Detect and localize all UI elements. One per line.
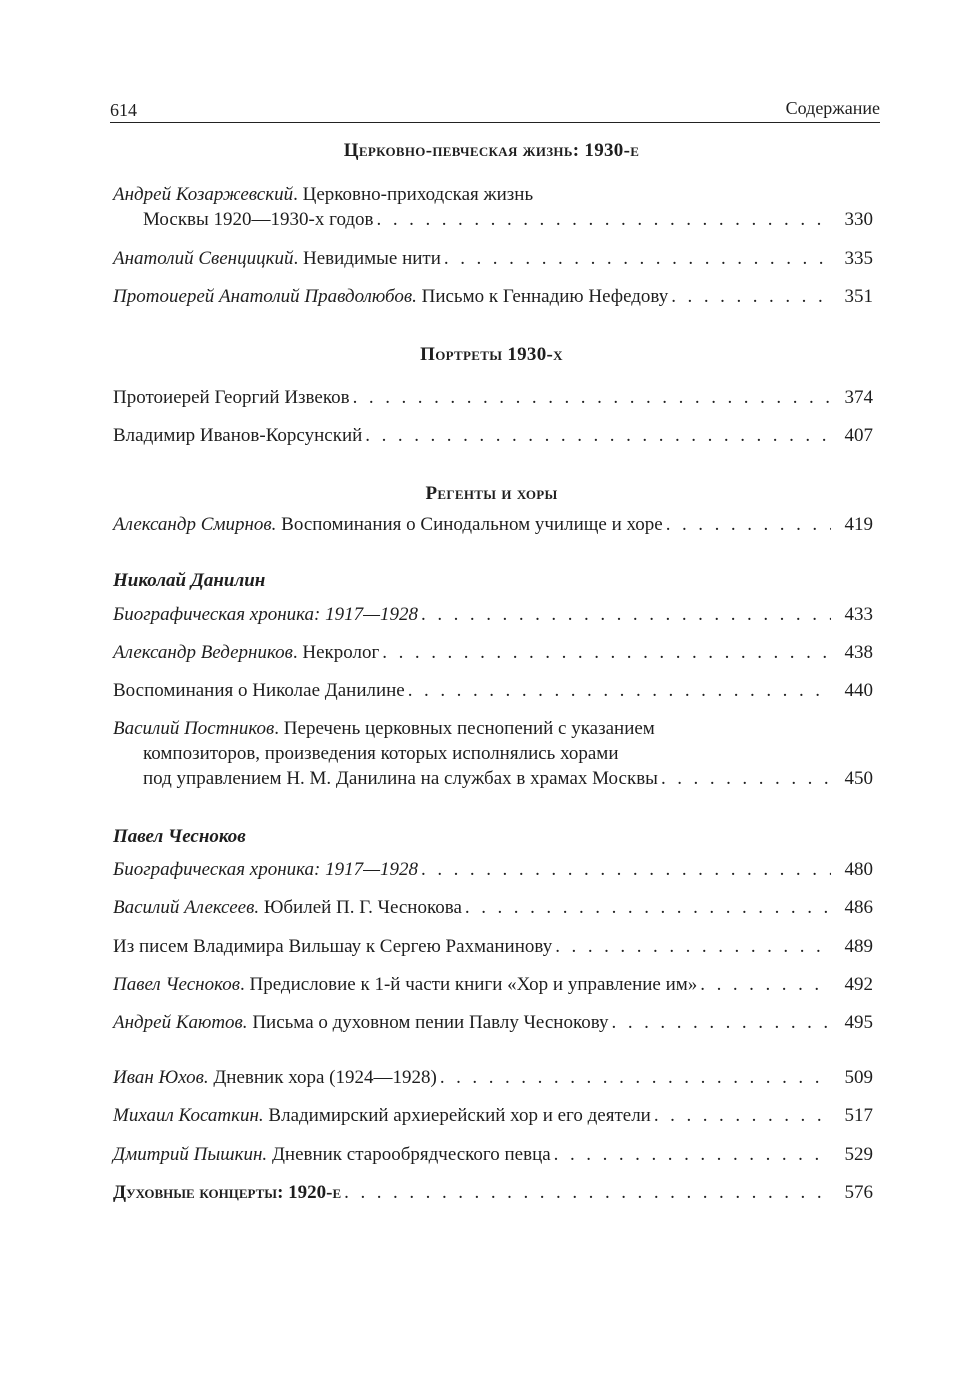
entry-title: Дневник хора (1924—1928) — [213, 1067, 437, 1088]
toc-entry[interactable]: Александр Ведерников. Некролог . . . 438 — [113, 640, 873, 665]
toc-entry[interactable] — [113, 602, 873, 627]
entry-author: Павел Чесноков — [113, 974, 241, 995]
toc-entry[interactable]: Анатолий Свенцицкий. Невидимые нити . . . 335 — [113, 246, 873, 271]
dot-leader — [408, 678, 831, 703]
entry-title: Письма о духовном пении Павлу Чеснокову — [252, 1012, 609, 1033]
entry-page: 419 — [844, 514, 873, 535]
dot-leader — [555, 934, 831, 959]
entry-title-part: композиторов, произведения которых исполнялись хорами — [143, 743, 619, 764]
entry-page: 486 — [844, 897, 873, 918]
dot-leader — [440, 1065, 831, 1090]
entry-page: 480 — [844, 859, 873, 880]
toc-entry[interactable] — [113, 678, 873, 703]
entry-page: 492 — [844, 974, 873, 995]
toc-entry[interactable] — [113, 423, 873, 448]
toc-entry[interactable] — [113, 284, 873, 309]
entry-title: Биографическая хроника: 1917—1928 — [113, 604, 419, 625]
dot-leader — [671, 284, 831, 309]
entry-page: 509 — [844, 1067, 873, 1088]
dot-leader — [666, 512, 831, 537]
section-heading: Церковно-певческая жизнь: 1930-е — [343, 140, 640, 161]
entry-page: 450 — [844, 768, 873, 789]
entry-title: Протоиерей Георгий Извеков — [113, 387, 350, 408]
dot-leader — [421, 857, 831, 882]
entry-author: Александр Смирнов. — [113, 514, 277, 535]
entry-title: Некролог — [302, 642, 380, 663]
entry-title: Предисловие к 1-й части книги «Хор и управление им» — [249, 974, 698, 995]
entry-page: 407 — [844, 425, 873, 446]
entry-title: Воспоминания о Синодальном училище и хоре — [281, 514, 663, 535]
entry-title: Из писем Владимира Вильшау к Сергею Рахманинову — [113, 936, 553, 957]
toc-entry[interactable] — [113, 1142, 873, 1167]
entry-title-part: Церковно-приходская жизнь — [302, 184, 534, 205]
dot-leader — [353, 385, 831, 410]
entry-title: Москвы 1920—1930-х годов — [143, 209, 374, 230]
dot-leader — [365, 423, 831, 448]
entry-page: 440 — [844, 680, 873, 701]
entry-title: Владимирский архиерейский хор и его деятели — [268, 1105, 651, 1126]
person-heading: Павел Чесноков — [113, 826, 246, 847]
entry-title: Биографическая хроника: 1917—1928 — [113, 859, 419, 880]
dot-leader — [344, 1180, 831, 1205]
dot-leader — [421, 602, 831, 627]
dot-leader — [700, 972, 831, 997]
toc-entry[interactable]: Андрей Козаржевский. Церковно-приходская жизнь Москвы 1920—1930-х годов . . . 330 — [113, 182, 873, 232]
dot-leader — [654, 1103, 831, 1128]
toc-entry[interactable] — [113, 895, 873, 920]
toc-entry[interactable] — [113, 1010, 873, 1035]
entry-author: Михаил Косаткин. — [113, 1105, 264, 1126]
entry-page: 517 — [844, 1105, 873, 1126]
entry-author: Василий Постников — [113, 718, 275, 739]
entry-page: 576 — [844, 1182, 873, 1203]
entry-page: 351 — [844, 286, 873, 307]
entry-author: Протоиерей Анатолий Правдолюбов. — [113, 286, 417, 307]
entry-title: Письмо к Геннадию Нефедову — [421, 286, 669, 307]
dot-leader — [377, 207, 831, 232]
entry-author: Василий Алексеев. — [113, 897, 260, 918]
toc-entry[interactable]: Василий Постников. Перечень церковных песнопений с указанием композиторов, произведения которых исполнялись хорами под управлением Н. М. Данилина на службах в храмах Москвы . . . 450 — [113, 716, 873, 791]
toc-entry[interactable]: Павел Чесноков. Предисловие к 1-й части книги «Хор и управление им» . . . 492 — [113, 972, 873, 997]
entry-author: Андрей Козаржевский — [113, 184, 294, 205]
entry-author: Иван Юхов. — [113, 1067, 209, 1088]
page-number: 614 — [110, 100, 137, 120]
dot-leader — [612, 1010, 831, 1035]
dot-leader — [465, 895, 831, 920]
person-heading: Николай Данилин — [113, 570, 266, 591]
toc-entry[interactable] — [113, 385, 873, 410]
entry-title: Владимир Иванов-Корсунский — [113, 425, 363, 446]
entry-page: 529 — [844, 1144, 873, 1165]
entry-title: Духовные концерты: 1920-е — [113, 1182, 342, 1203]
toc-entry[interactable] — [113, 1103, 873, 1128]
dot-leader — [382, 640, 831, 665]
entry-page: 374 — [844, 387, 873, 408]
dot-leader — [661, 766, 831, 791]
entry-author: Анатолий Свенцицкий — [113, 248, 294, 269]
toc-entry[interactable] — [113, 512, 873, 537]
entry-title: Воспоминания о Николае Данилине — [113, 680, 405, 701]
dot-leader — [554, 1142, 831, 1167]
toc-entry[interactable] — [113, 934, 873, 959]
section-heading: Портреты 1930-х — [420, 344, 563, 365]
entry-page: 438 — [844, 642, 873, 663]
entry-title: Дневник старообрядческого певца — [271, 1144, 551, 1165]
entry-page: 495 — [844, 1012, 873, 1033]
toc-entry[interactable] — [113, 857, 873, 882]
running-head — [110, 98, 880, 123]
running-title: Содержание — [785, 98, 880, 118]
entry-title: под управлением Н. М. Данилина на службах в храмах Москвы — [143, 768, 658, 789]
entry-author: Александр Ведерников — [113, 642, 293, 663]
entry-author: Дмитрий Пышкин. — [113, 1144, 268, 1165]
entry-page: 330 — [844, 209, 873, 230]
entry-title-part: Перечень церковных песнопений с указанием — [283, 718, 655, 739]
entry-title: Юбилей П. Г. Чеснокова — [263, 897, 462, 918]
section-heading: Регенты и хоры — [425, 483, 558, 504]
entry-page: 433 — [844, 604, 873, 625]
entry-title: Невидимые нити — [302, 248, 441, 269]
entry-page: 335 — [844, 248, 873, 269]
entry-author: Андрей Каютов. — [113, 1012, 248, 1033]
dot-leader — [444, 246, 831, 271]
toc-entry[interactable] — [113, 1065, 873, 1090]
entry-page: 489 — [844, 936, 873, 957]
toc-entry[interactable] — [113, 1180, 873, 1205]
